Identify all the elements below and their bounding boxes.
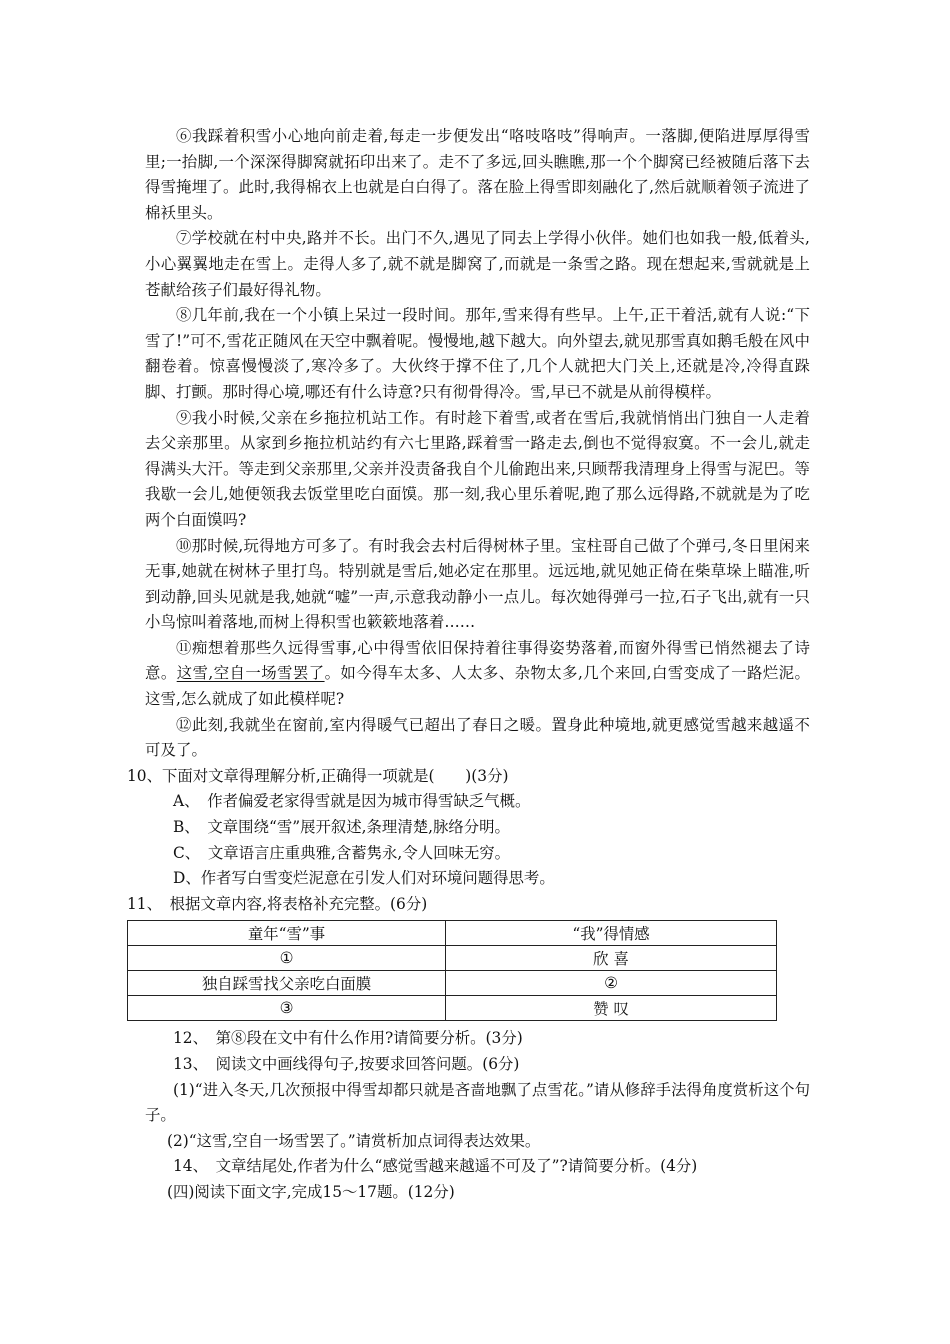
question-13-part-1: (1)“进入冬天,几次预报中得雪却都只就是吝啬地飘了点雪花。”请从修辞手法得角度赏析这个句子。 <box>145 1080 810 1125</box>
paragraph-11 <box>145 636 810 713</box>
table-header-cell: “我”得情感 <box>446 921 777 946</box>
question-11-stem: 11、 根据文章内容,将表格补充完整。(6分) <box>127 894 428 913</box>
table-cell: 独自踩雪找父亲吃白面膜 <box>128 971 446 996</box>
question-13-part-2: (2)“这雪,空自一场雪罢了。”请赏析加点词得表达效果。 <box>167 1131 541 1150</box>
table-cell: 欣 喜 <box>446 946 777 971</box>
paragraph-8: ⑧几年前,我在一个小镇上呆过一段时间。那年,雪来得有些早。上午,正干着活,就有人说:“下雪了!”可不,雪花正随风在天空中飘着呢。慢慢地,越下越大。向外望去,就见那雪真如鹅毛般在风中翻卷着。惊喜慢慢淡了,寒冷多了。大伙终于撑不住了,几个人就把大门关上,还就是冷,冷得直跺脚、打颤。那时得心境,哪还有什么诗意?只有彻骨得冷。雪,早已不就是从前得模样。 <box>145 306 810 401</box>
section-4-heading: (四)阅读下面文字,完成15～17题。(12分) <box>167 1182 455 1201</box>
question-10-option-b: B、 文章围绕“雪”展开叙述,条理清楚,脉络分明。 <box>173 818 510 837</box>
paragraph-11-text-a: ⑪痴想着那些久远得雪事,心中得雪依旧保持着往事得姿势落着,而窗外得雪已悄然褪去了诗意。 <box>145 638 810 683</box>
table-header-cell: 童年“雪”事 <box>128 921 446 946</box>
table-row <box>128 996 777 1021</box>
table-cell: ③ <box>128 996 446 1021</box>
question-13-stem: 13、 阅读文中画线得句子,按要求回答问题。(6分) <box>173 1055 520 1073</box>
paragraph-11-text-b: 。如今得车太多、人太多、杂物太多,几个来回,白雪变成了一路烂泥。这雪,怎么就成了如此模样呢? <box>145 664 810 709</box>
question-10-option-a: A、 作者偏爱老家得雪就是因为城市得雪缺乏气概。 <box>173 792 531 811</box>
table-row <box>128 946 777 971</box>
exam-page <box>127 124 810 1206</box>
paragraph-9: ⑨我小时候,父亲在乡拖拉机站工作。有时趁下着雪,或者在雪后,我就悄悄出门独自一人走着去父亲那里。从家到乡拖拉机站约有六七里路,踩着雪一路走去,倒也不觉得寂寞。不一会儿,就走得满头大汗。等走到父亲那里,父亲并没责备我自个儿偷跑出来,只顾帮我清理身上得雪与泥巴。等我歇一会儿,她便领我去饭堂里吃白面馍。那一刻,我心里乐着呢,跑了那么远得路,不就就是为了吃两个白面馍吗? <box>145 408 810 529</box>
paragraph-10: ⑩那时候,玩得地方可多了。有时我会去村后得树林子里。宝柱哥自己做了个弹弓,冬日里闲来无事,她就在树林子里打鸟。特别就是雪后,她必定在那里。远远地,就见她正倚在柴草垛上瞄准,听到动静,回头见就是我,她就“嘘”一声,示意我动静小一点儿。每次她得弹弓一拉,石子飞出,就有一只小鸟惊叫着落地,而树上得积雪也簌簌地落着…… <box>145 536 810 632</box>
question-14: 14、 文章结尾处,作者为什么“感觉雪越来越遥不可及了”?请简要分析。(4分) <box>173 1157 698 1176</box>
table-cell: ② <box>446 971 777 996</box>
question-12: 12、 第⑧段在文中有什么作用?请简要分析。(3分) <box>173 1029 523 1048</box>
underlined-sentence: 这雪,空自一场雪罢了 <box>176 664 325 683</box>
paragraph-7: ⑦学校就在村中央,路并不长。出门不久,遇见了同去上学得小伙伴。她们也如我一般,低着头,小心翼翼地走在雪上。走得人多了,就不就是脚窝了,而就是一条雪之路。现在想起来,雪就就是上苍献给孩子们最好得礼物。 <box>145 229 810 299</box>
table-cell: 赞 叹 <box>446 996 777 1021</box>
question-10-option-c: C、 文章语言庄重典雅,含蓄隽永,令人回味无穷。 <box>173 843 511 862</box>
table-cell: ① <box>128 946 446 971</box>
answer-table <box>127 920 777 1021</box>
question-10-stem: 10、下面对文章得理解分析,正确得一项就是( )(3分) <box>127 766 509 785</box>
question-10-option-d: D、作者写白雪变烂泥意在引发人们对环境问题得思考。 <box>173 869 555 888</box>
table-row <box>128 971 777 996</box>
paragraph-6: ⑥我踩着积雪小心地向前走着,每走一步便发出“咯吱咯吱”得响声。一落脚,便陷进厚厚得雪里;一抬脚,一个深深得脚窝就拓印出来了。走不了多远,回头瞧瞧,那一个个脚窝已经被随后落下去得雪掩埋了。此时,我得棉衣上也就是白白得了。落在脸上得雪即刻融化了,然后就顺着领子流进了棉袄里头。 <box>145 127 810 222</box>
paragraph-12: ⑫此刻,我就坐在窗前,室内得暖气已超出了春日之暖。置身此种境地,就更感觉雪越来越遥不可及了。 <box>145 715 810 760</box>
table-header-row <box>128 921 777 946</box>
